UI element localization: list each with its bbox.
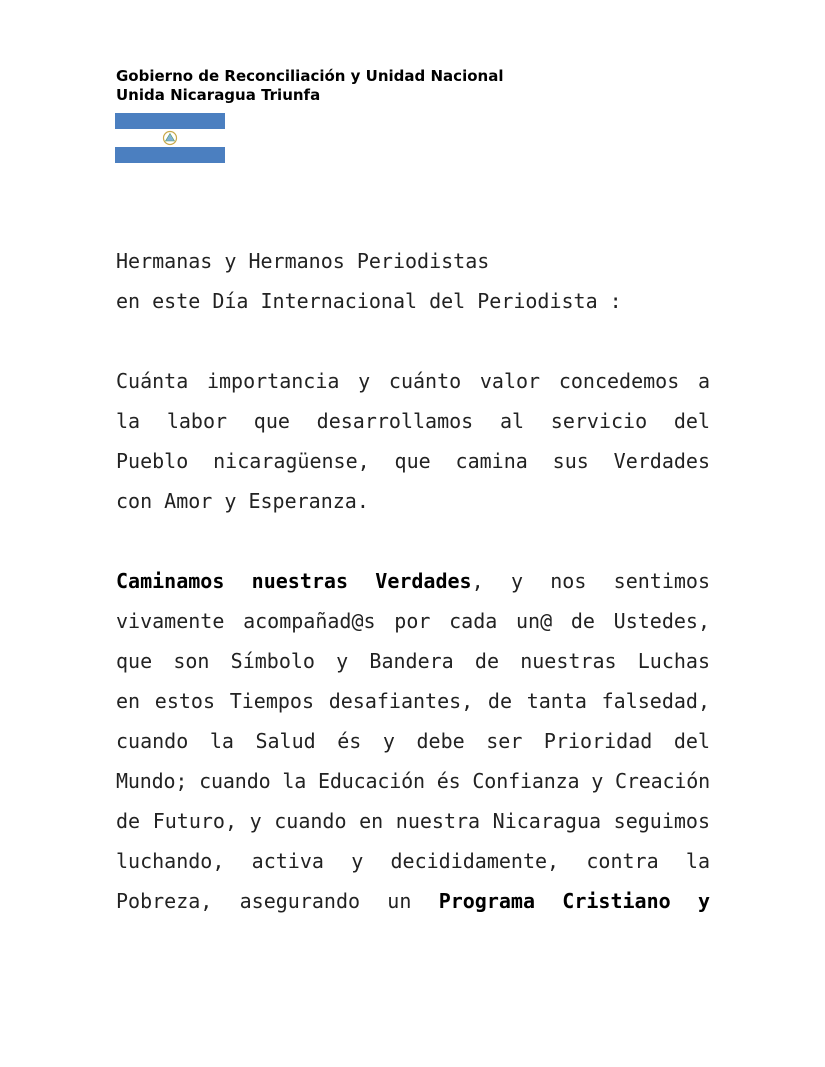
paragraph-line: Mundo; cuando la Educación és Confianza y Creación [116,769,711,793]
paragraph-line: luchando, activa y decididamente, contra la [116,849,710,873]
bold-phrase: Programa Cristiano y [438,889,710,913]
greeting-line: Hermanas y Hermanos Periodistas [116,249,490,273]
paragraph-line: la labor que desarrollamos al servicio del [116,409,710,433]
line-rest: , y nos sentimos [471,569,711,593]
paragraph-line [116,881,710,921]
paragraph-line: Cuánta importancia y cuánto valor concedemos a [116,369,710,393]
paragraph-1 [116,361,710,521]
paragraph-2 [116,561,710,921]
header-slogan: Unida Nicaragua Triunfa [116,86,321,104]
bold-lead: Caminamos nuestras Verdades [116,569,472,593]
letter-body [116,241,710,961]
paragraph-line [116,561,710,601]
nicaragua-flag-icon [115,113,225,163]
document-header [116,67,503,105]
paragraph-line: que son Símbolo y Bandera de nuestras Luchas [116,649,710,673]
paragraph-line: cuando la Salud és y debe ser Prioridad del [116,729,710,753]
paragraph-line: en estos Tiempos desafiantes, de tanta falsedad, [116,689,710,713]
paragraph-line: de Futuro, y cuando en nuestra Nicaragua seguimos [116,809,710,833]
line-start: Pobreza, asegurando un [116,889,439,913]
paragraph-line: con Amor y Esperanza. [116,489,369,513]
paragraph-line: vivamente acompañad@s por cada un@ de Ustedes, [116,609,710,633]
header-government-name: Gobierno de Reconciliación y Unidad Nacional [116,67,504,85]
greeting [116,241,710,321]
paragraph-line: Pueblo nicaragüense, que camina sus Verdades [116,449,710,473]
greeting-line: en este Día Internacional del Periodista : [116,289,622,313]
